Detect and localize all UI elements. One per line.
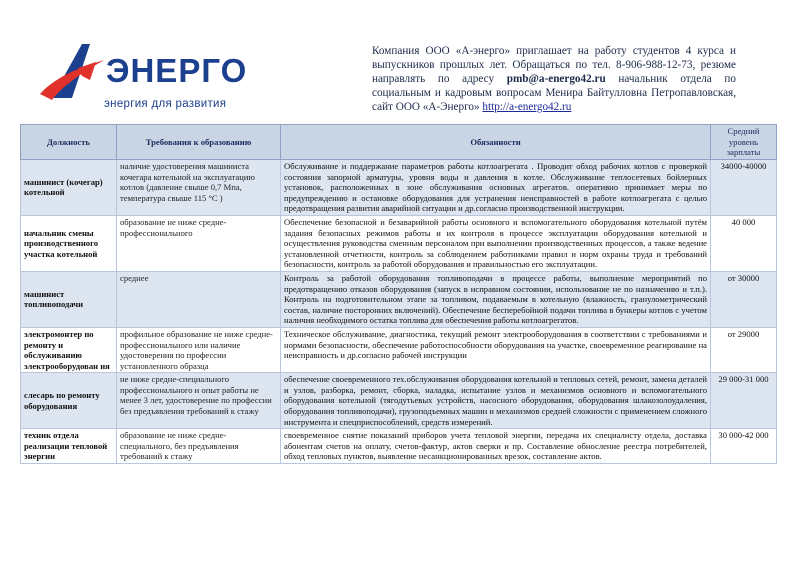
table-row bbox=[21, 160, 777, 216]
table-row bbox=[21, 429, 777, 464]
vacancies-table bbox=[20, 124, 777, 464]
table-row bbox=[21, 373, 777, 429]
header-education: Требования к образованию bbox=[117, 125, 281, 160]
education-cell: образование не ниже средне-специального, без предъявления требований к стажу bbox=[117, 429, 281, 464]
position-cell: электромонтер по ремонту и обслуживанию электрооборудован ия bbox=[21, 327, 117, 372]
education-cell: профильное образование не ниже средне-профессионального или наличие удостоверения по профессии установленного образца bbox=[117, 327, 281, 372]
logo-slogan: энергия для развития bbox=[104, 98, 227, 110]
header-position: Должность bbox=[21, 125, 117, 160]
duties-cell: Обслуживание и поддержание параметров работы котлоагрегата . Проводит обход рабочих котлов с проверкой состояния запорной арматуры, уровня воды и давления в котле. Обслуживание теплосетевых бойлерных установок, расположенных в зоне обслуживания основных агрегатов. оперативно принимает меры по предупреждению и остановке оборудования для устранения неисправностей в работе котлоагрегата с целью предотвращения развития аварийной ситуации и др.согласно производственной инструкции. bbox=[281, 160, 711, 216]
salary-cell: 40 000 bbox=[711, 215, 777, 271]
table-row bbox=[21, 271, 777, 327]
salary-cell: 30 000-42 000 bbox=[711, 429, 777, 464]
intro-text-1: Компания ООО «А-энерго» приглашает на работу студентов 4 курса и выпускников прошлых лет. Обращаться по тел. 8-906-988-12-73, резюме направлять по адресу bbox=[372, 45, 736, 85]
header-duties: Обязанности bbox=[281, 125, 711, 160]
position-cell: машинист (кочегар) котельной bbox=[21, 160, 117, 216]
position-cell: машинист топливоподачи bbox=[21, 271, 117, 327]
duties-cell: Обеспечение безопасной и безаварийной работы основного и вспомогательного оборудования котельной путём задания безопасных режимов работы и их контроля в процессе эксплуатации оборудования котельной и осуществления руководства сменным персоналом при выполнении производственных процессов, а также ведение установленной отчетности, контроль за соблюдением работниками правил и норм охраны труда и требований безопасности, контроль за работой оборудования и правильностью его эксплуатации. bbox=[281, 215, 711, 271]
salary-cell: от 29000 bbox=[711, 327, 777, 372]
duties-cell: Контроль за работой оборудования топливоподачи в процессе работы, выполнение мероприятий по предотвращению отказов оборудования (запуск в исправном состоянии, использование не по назначению и т.п.). Контроль на подготовительном этапе за топливом, подаваемым в котельную (влажность, гранулометрический состав, наличие посторонних включений). Обеспечение бесперебойной подачи топлива в бункеры котлов с учетом наличия необходимого остатка топлива для обеспечения работы котлоагрегатов. bbox=[281, 271, 711, 327]
intro-paragraph bbox=[372, 44, 736, 114]
duties-cell: своевременное снятие показаний приборов учета тепловой энергии, передача их специалисту отдела, доставка абонентам счетов на оплату, счетов-фактур, актов сверки и пр. Составление обносление реестра потребителей, обход тепловых пунктов, выявление несанкционированных врезок, составление актов. bbox=[281, 429, 711, 464]
education-cell: наличие удостоверения машиниста кочегара котельной на эксплуатацию котлов (давление свыше 0,7 Мпа, температура свыше 115 °С ) bbox=[117, 160, 281, 216]
company-logo bbox=[38, 40, 248, 120]
salary-cell: от 30000 bbox=[711, 271, 777, 327]
table-header-row bbox=[21, 125, 777, 160]
company-site-link[interactable]: http://a-energo42.ru bbox=[482, 101, 572, 113]
salary-cell: 29 000-31 000 bbox=[711, 373, 777, 429]
header-salary: Средний уровень зарплаты bbox=[711, 125, 777, 160]
education-cell: не ниже средне-специального профессионального и опыт работы не менее 3 лет, удостоверение по профессии без предъявления требований к стажу bbox=[117, 373, 281, 429]
position-cell: начальник смены производственного участка котельной bbox=[21, 215, 117, 271]
position-cell: слесарь по ремонту оборудования bbox=[21, 373, 117, 429]
table-row bbox=[21, 327, 777, 372]
duties-cell: Техническое обслуживание, диагностика, текущий ремонт электрооборудования в соответствии с требованиями и нормами безопасности, обеспечение работоспособности оборудования на участке, своевременное реагирование на неисправность и др.согласно рабочей инструкции bbox=[281, 327, 711, 372]
contact-email[interactable]: pmb@a-energo42.ru bbox=[506, 73, 606, 85]
education-cell: среднее bbox=[117, 271, 281, 327]
salary-cell: 34000-40000 bbox=[711, 160, 777, 216]
education-cell: образование не ниже средне-профессионального bbox=[117, 215, 281, 271]
table-row bbox=[21, 215, 777, 271]
position-cell: техник отдела реализации тепловой энергии bbox=[21, 429, 117, 464]
intro-text-2: начальник отдела по социальным и кадровым вопросам Менира Байтулловна Петропавловская, сайт ООО «А-Энерго» bbox=[372, 73, 736, 113]
logo-wordmark: ЭНЕРГО bbox=[106, 52, 248, 89]
duties-cell: обеспечение своевременного тех.обслуживания оборудования котельной и тепловых сетей, ремонт, замена деталей и узлов, разборка, ремонт, сборка, наладка, испытание узлов и механизмов основного и вспомогательного оборудования котельной (тягодутьевых устройств, насосного оборудования, оборудования шлакозолоудаления, оборудования топливоподачи), грузоподъемных машин и механизмов средней сложности с применением сложного инструмента и спецприспособлений, средств измерений. bbox=[281, 373, 711, 429]
